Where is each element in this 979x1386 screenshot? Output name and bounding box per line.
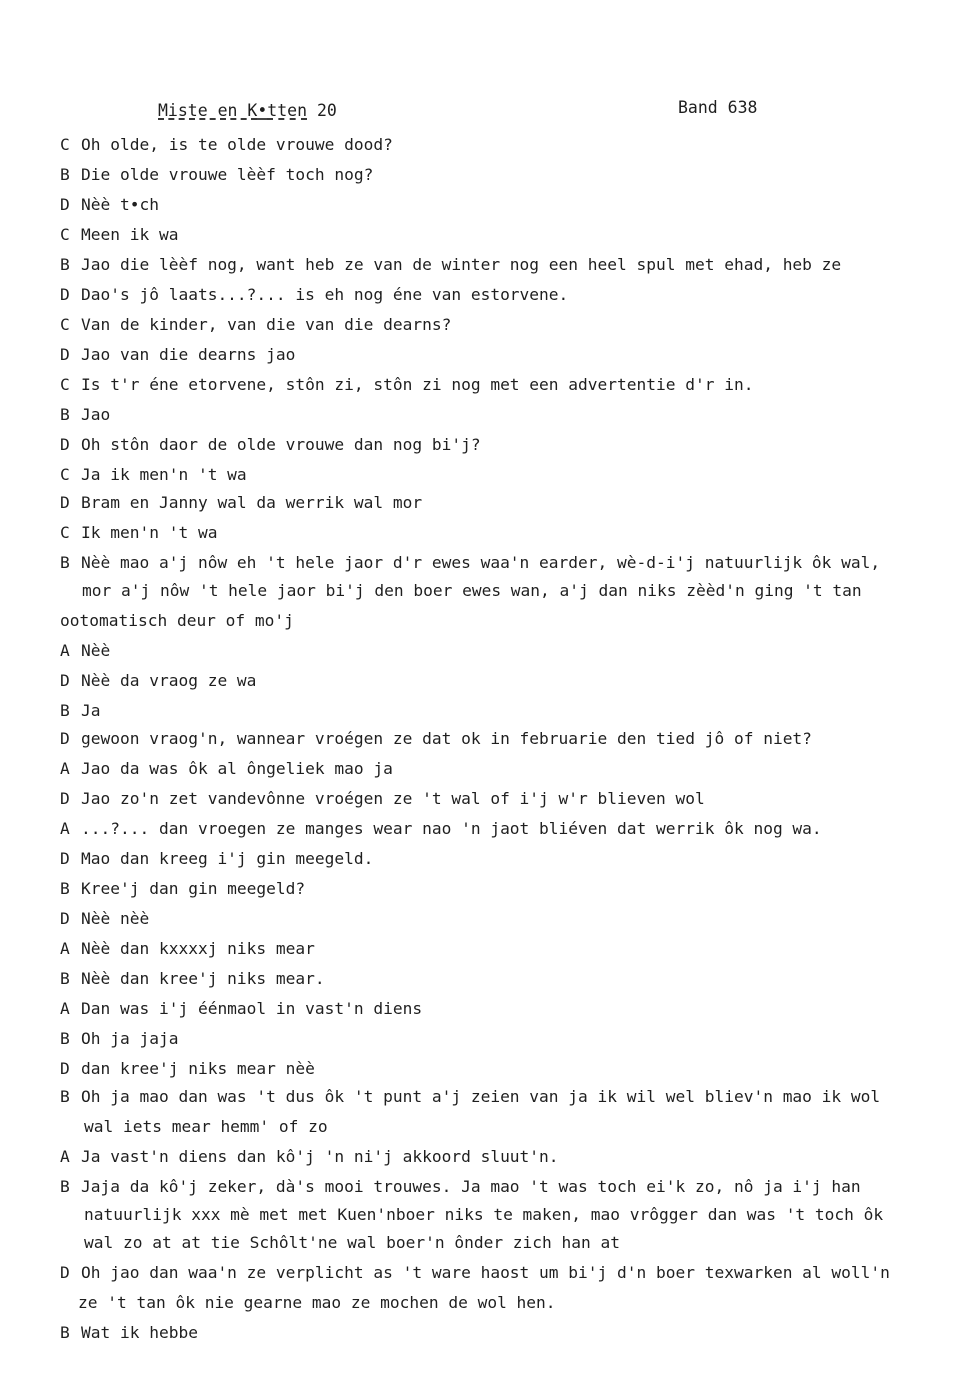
- transcript-line: [60, 671, 256, 691]
- line-text: Ik men'n 't wa: [81, 523, 218, 542]
- line-text: dan kree'j niks mear nèè: [81, 1059, 315, 1078]
- transcript-line: [60, 1177, 861, 1197]
- line-text: Nèè da vraog ze wa: [81, 671, 257, 690]
- transcript-line: [60, 789, 705, 809]
- speaker-label: C: [60, 315, 70, 334]
- line-text: Bram en Janny wal da werrik wal mor: [81, 493, 423, 512]
- speaker-label: B: [60, 879, 70, 898]
- speaker-label: D: [60, 285, 70, 304]
- speaker-label: C: [60, 225, 70, 244]
- transcript-line: [78, 1293, 556, 1313]
- transcript-line: [60, 165, 373, 185]
- transcript-line: [60, 1059, 315, 1079]
- speaker-label: D: [60, 789, 70, 808]
- line-text: Nèè t•ch: [81, 195, 159, 214]
- speaker-label: D: [60, 493, 70, 512]
- line-text: gewoon vraog'n, wannear vroégen ze dat ok in februarie den tied jô of niet?: [81, 729, 812, 748]
- line-text: ze 't tan ôk nie gearne mao ze mochen de wol hen.: [78, 1293, 556, 1312]
- transcript-line: [60, 849, 373, 869]
- speaker-label: B: [60, 1177, 70, 1196]
- speaker-label: D: [60, 909, 70, 928]
- line-text: Die olde vrouwe lèèf toch nog?: [81, 165, 374, 184]
- transcript-line: [60, 1263, 890, 1283]
- transcript-line: [60, 465, 247, 485]
- line-text: Kree'j dan gin meegeld?: [81, 879, 306, 898]
- line-text: Jao van die dearns jao: [81, 345, 296, 364]
- speaker-label: A: [60, 939, 70, 958]
- line-text: Nèè: [81, 641, 111, 660]
- line-text: Mao dan kreeg i'j gin meegeld.: [81, 849, 374, 868]
- transcript-line: [60, 255, 841, 275]
- line-text: Oh ja jaja: [81, 1029, 179, 1048]
- transcript-line: [60, 493, 422, 513]
- speaker-label: A: [60, 999, 70, 1018]
- speaker-label: B: [60, 255, 70, 274]
- transcript-line: [60, 909, 149, 929]
- speaker-label: B: [60, 1029, 70, 1048]
- transcript-line: [84, 1233, 620, 1253]
- transcript-line: [60, 553, 880, 573]
- speaker-label: D: [60, 435, 70, 454]
- transcript-line: [60, 285, 568, 305]
- line-text: mor a'j nôw 't hele jaor bi'j den boer ewes wan, a'j dan niks zèèd'n ging 't tan: [82, 581, 862, 600]
- line-text: wal iets mear hemm' of zo: [84, 1117, 328, 1136]
- line-text: ootomatisch deur of mo'j: [60, 611, 294, 630]
- speaker-label: A: [60, 819, 70, 838]
- speaker-label: C: [60, 375, 70, 394]
- speaker-label: B: [60, 553, 70, 572]
- speaker-label: B: [60, 969, 70, 988]
- line-text: Jao zo'n zet vandevônne vroégen ze 't wal of i'j w'r blieven wol: [81, 789, 705, 808]
- title-mark: •: [257, 101, 268, 120]
- transcript-line: [60, 999, 422, 1019]
- line-text: Dao's jô laats...?... is eh nog éne van estorvene.: [81, 285, 569, 304]
- line-text: Oh stôn daor de olde vrouwe dan nog bi'j?: [81, 435, 481, 454]
- line-text: Nèè dan kree'j niks mear.: [81, 969, 325, 988]
- line-text: Oh ja mao dan was 't dus ôk 't punt a'j zeien van ja ik wil wel bliev'n mao ik wol: [81, 1087, 881, 1106]
- speaker-label: B: [60, 1087, 70, 1106]
- speaker-label: B: [60, 1323, 70, 1342]
- transcript-line: [60, 701, 101, 721]
- speaker-label: D: [60, 345, 70, 364]
- speaker-label: A: [60, 641, 70, 660]
- transcript-line: [60, 315, 451, 335]
- speaker-label: C: [60, 135, 70, 154]
- transcript-line: [82, 581, 862, 601]
- speaker-label: C: [60, 523, 70, 542]
- speaker-label: B: [60, 405, 70, 424]
- line-text: Oh olde, is te olde vrouwe dood?: [81, 135, 393, 154]
- line-text: Nèè nèè: [81, 909, 150, 928]
- transcript-line: [60, 1147, 559, 1167]
- title-number: 20: [307, 101, 337, 120]
- transcript-line: [60, 759, 393, 779]
- speaker-label: D: [60, 849, 70, 868]
- speaker-label: D: [60, 195, 70, 214]
- speaker-label: C: [60, 465, 70, 484]
- speaker-label: D: [60, 729, 70, 748]
- line-text: Dan was i'j éénmaol in vast'n diens: [81, 999, 423, 1018]
- transcript-line: [60, 345, 295, 365]
- transcript-line: [60, 405, 110, 425]
- line-text: natuurlijk xxx mè met met Kuen'nboer niks te maken, mao vrôgger dan was 't toch ôk: [84, 1205, 884, 1224]
- line-text: Oh jao dan waa'n ze verplicht as 't ware haost um bi'j d'n boer texwarken al woll'n: [81, 1263, 890, 1282]
- transcript-line: [60, 523, 217, 543]
- line-text: Nèè dan kxxxxj niks mear: [81, 939, 315, 958]
- line-text: Meen ik wa: [81, 225, 179, 244]
- transcript-line: [60, 641, 110, 661]
- transcript-line: [60, 879, 305, 899]
- transcript-line: [84, 1117, 328, 1137]
- speaker-label: A: [60, 1147, 70, 1166]
- page-title: [158, 101, 337, 120]
- speaker-label: D: [60, 1059, 70, 1078]
- line-text: Is t'r éne etorvene, stôn zi, stôn zi nog met een advertentie d'r in.: [81, 375, 754, 394]
- transcript-line: [60, 195, 159, 215]
- band-number: Band 638: [678, 98, 758, 117]
- transcript-line: [60, 729, 812, 749]
- line-text: Ja ik men'n 't wa: [81, 465, 247, 484]
- transcript-line: [60, 969, 325, 989]
- transcript-line: [60, 939, 315, 959]
- line-text: Jao die lèèf nog, want heb ze van de winter nog een heel spul met ehad, heb ze: [81, 255, 842, 274]
- speaker-label: A: [60, 759, 70, 778]
- speaker-label: B: [60, 165, 70, 184]
- transcript-line: [60, 1029, 178, 1049]
- line-text: Jao: [81, 405, 111, 424]
- transcript-line: [60, 375, 753, 395]
- speaker-label: D: [60, 671, 70, 690]
- line-text: Ja: [81, 701, 101, 720]
- title-prefix: Miste en K: [158, 101, 258, 120]
- line-text: Van de kinder, van die van die dearns?: [81, 315, 452, 334]
- title-underlined: [158, 101, 307, 120]
- transcript-line: [60, 435, 481, 455]
- transcript-line: [60, 1323, 198, 1343]
- title-suffix: tten: [267, 101, 308, 120]
- transcript-line: [84, 1205, 883, 1225]
- line-text: Nèè mao a'j nôw eh 't hele jaor d'r ewes waa'n earder, wè-d-i'j natuurlijk ôk wal,: [81, 553, 881, 572]
- transcript-line: [60, 819, 822, 839]
- line-text: Jaja da kô'j zeker, dà's mooi trouwes. Ja mao 't was toch ei'k zo, nô ja i'j han: [81, 1177, 861, 1196]
- transcript-line: [60, 1087, 880, 1107]
- speaker-label: D: [60, 1263, 70, 1282]
- transcript-line: [60, 611, 294, 631]
- transcript-line: [60, 225, 178, 245]
- line-text: ...?... dan vroegen ze manges wear nao 'n jaot bliéven dat werrik ôk nog wa.: [81, 819, 822, 838]
- transcript-line: [60, 135, 393, 155]
- line-text: wal zo at at tie Schôlt'ne wal boer'n ônder zich han at: [84, 1233, 621, 1252]
- speaker-label: B: [60, 701, 70, 720]
- line-text: Wat ik hebbe: [81, 1323, 198, 1342]
- line-text: Jao da was ôk al ôngeliek mao ja: [81, 759, 393, 778]
- line-text: Ja vast'n diens dan kô'j 'n ni'j akkoord sluut'n.: [81, 1147, 559, 1166]
